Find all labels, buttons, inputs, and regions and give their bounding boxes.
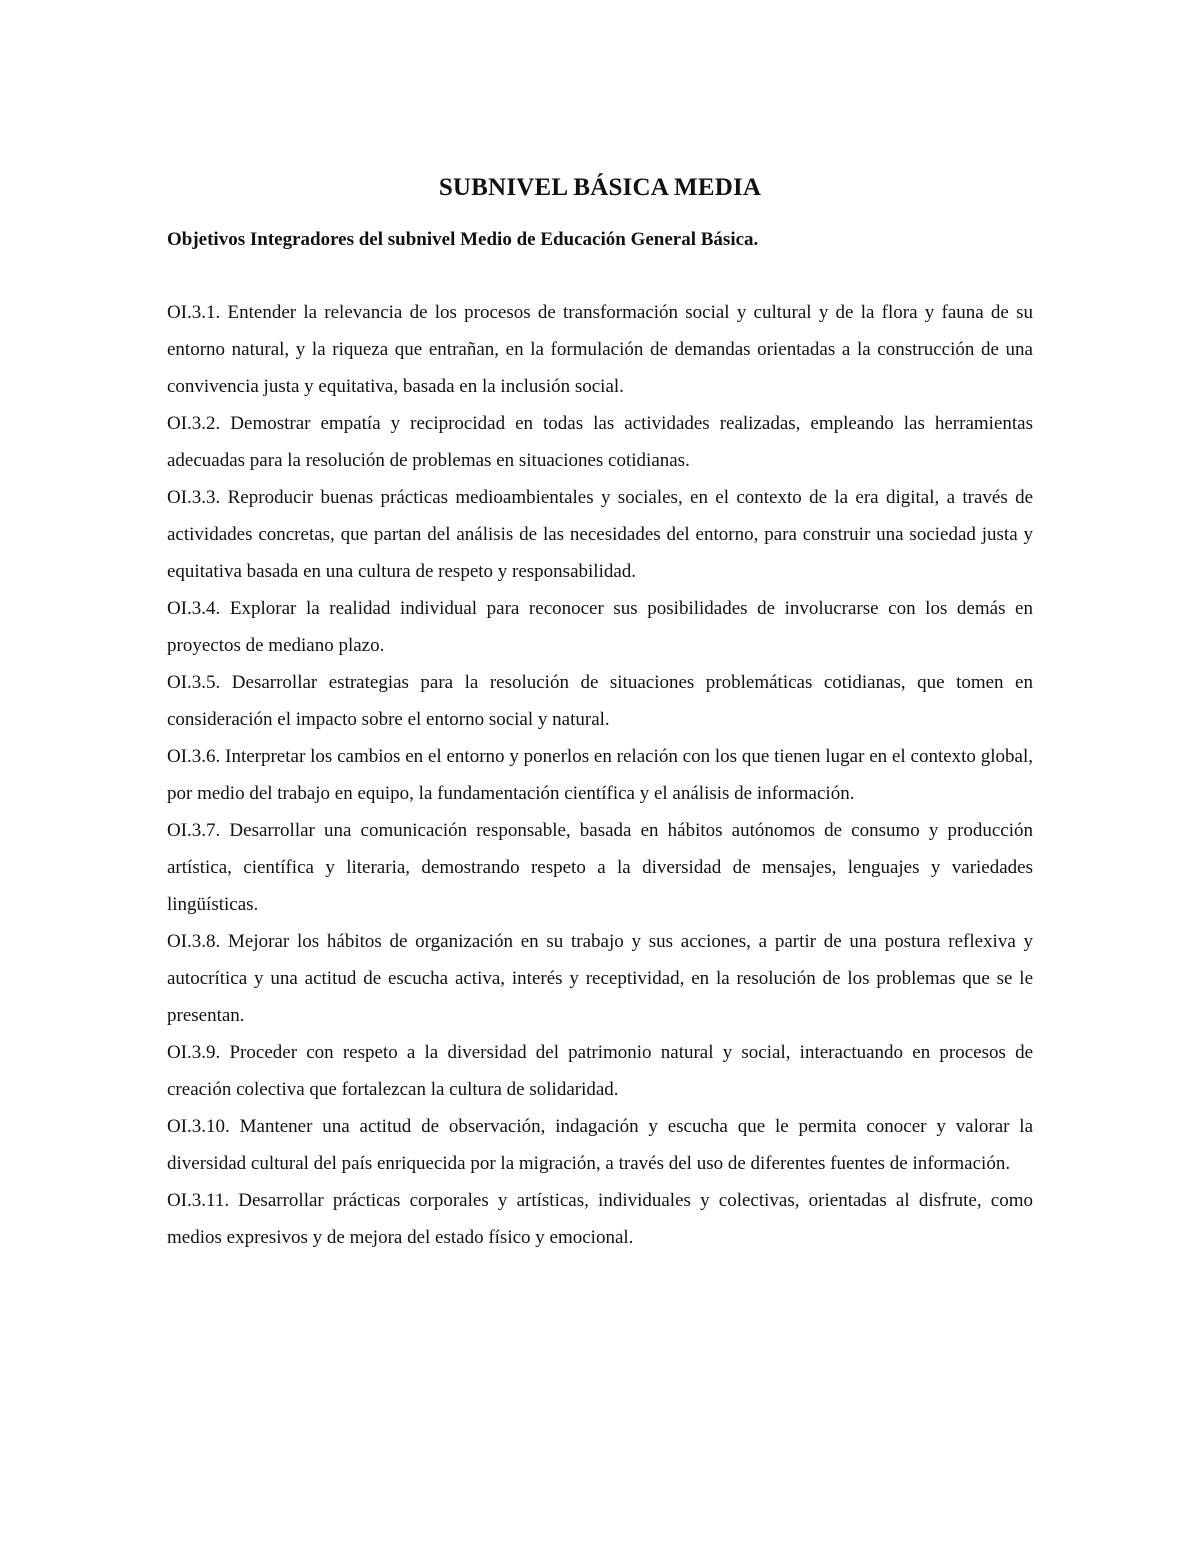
objective-oi-3-7: OI.3.7. Desarrollar una comunicación responsable, basada en hábitos autónomos de consumo y producción artística, científica y literaria, demostrando respeto a la diversidad de mensajes, lenguajes y variedades lingüísticas. (167, 820, 1033, 915)
objective-oi-3-6: OI.3.6. Interpretar los cambios en el entorno y ponerlos en relación con los que tienen lugar en el contexto global, por medio del trabajo en equipo, la fundamentación científica y el análisis de información. (167, 746, 1033, 804)
objectives-list (167, 294, 1033, 1256)
objective-oi-3-1: OI.3.1. Entender la relevancia de los procesos de transformación social y cultural y de la flora y fauna de su entorno natural, y la riqueza que entrañan, en la formulación de demandas orientadas a la construcción de una convivencia justa y equitativa, basada en la inclusión social. (167, 302, 1033, 397)
objective-oi-3-2: OI.3.2. Demostrar empatía y reciprocidad en todas las actividades realizadas, empleando las herramientas adecuadas para la resolución de problemas en situaciones cotidianas. (167, 413, 1033, 471)
objective-oi-3-8: OI.3.8. Mejorar los hábitos de organización en su trabajo y sus acciones, a partir de una postura reflexiva y autocrítica y una actitud de escucha activa, interés y receptividad, en la resolución de los problemas que se le presentan. (167, 931, 1033, 1026)
objective-oi-3-11: OI.3.11. Desarrollar prácticas corporales y artísticas, individuales y colectivas, orientadas al disfrute, como medios expresivos y de mejora del estado físico y emocional. (167, 1190, 1033, 1248)
objective-oi-3-5: OI.3.5. Desarrollar estrategias para la resolución de situaciones problemáticas cotidianas, que tomen en consideración el impacto sobre el entorno social y natural. (167, 672, 1033, 730)
objective-oi-3-10: OI.3.10. Mantener una actitud de observación, indagación y escucha que le permita conocer y valorar la diversidad cultural del país enriquecida por la migración, a través del uso de diferentes fuentes de información. (167, 1116, 1033, 1174)
objective-oi-3-3: OI.3.3. Reproducir buenas prácticas medioambientales y sociales, en el contexto de la era digital, a través de actividades concretas, que partan del análisis de las necesidades del entorno, para construir una sociedad justa y equitativa basada en una cultura de respeto y responsabilidad. (167, 487, 1033, 582)
objective-oi-3-9: OI.3.9. Proceder con respeto a la diversidad del patrimonio natural y social, interactuando en procesos de creación colectiva que fortalezcan la cultura de solidaridad. (167, 1042, 1033, 1100)
section-subtitle: Objetivos Integradores del subnivel Medio de Educación General Básica. (167, 229, 759, 250)
page-title: SUBNIVEL BÁSICA MEDIA (438, 174, 762, 201)
objective-oi-3-4: OI.3.4. Explorar la realidad individual para reconocer sus posibilidades de involucrarse con los demás en proyectos de mediano plazo. (167, 598, 1033, 656)
